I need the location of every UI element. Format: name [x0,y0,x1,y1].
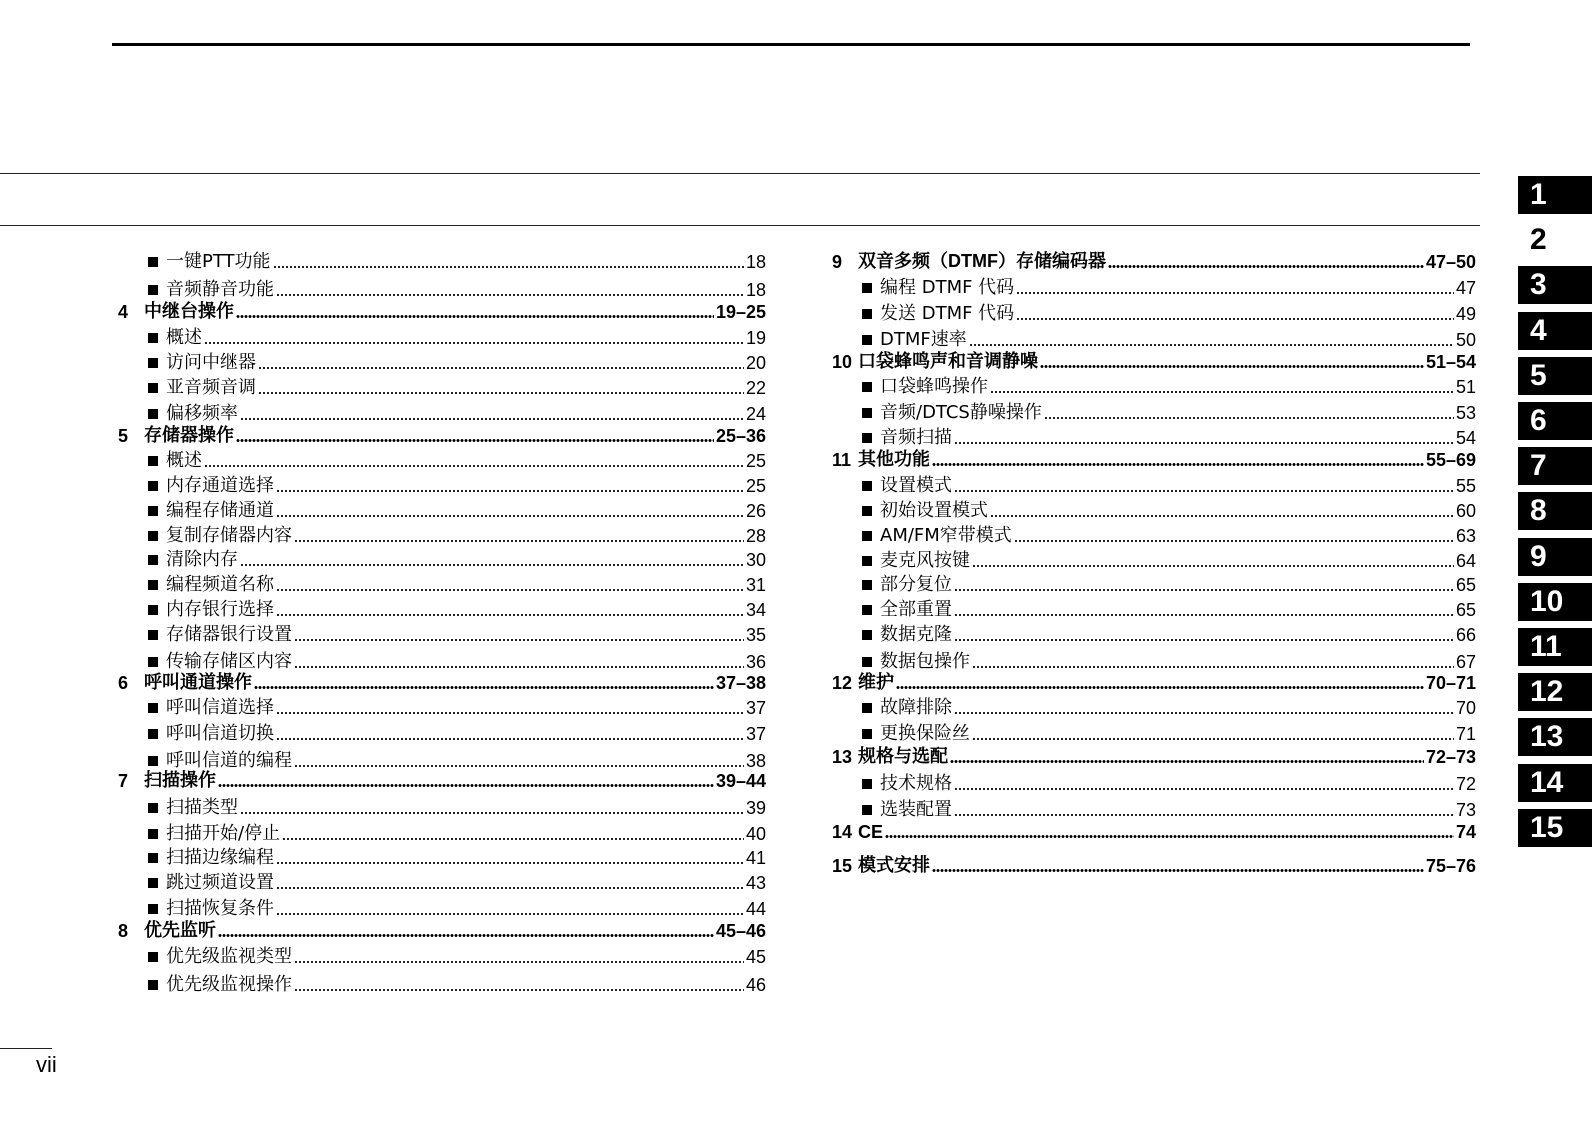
square-bullet-icon [862,630,872,640]
page-reference: 50 [1455,330,1476,350]
dot-leader [276,614,744,616]
section-title: 传输存储区内容 [166,651,292,672]
page-reference: 67 [1455,652,1476,672]
chapter-number: 7 [118,771,129,791]
dot-leader [204,342,744,344]
page-reference: 19 [745,328,766,348]
chapter-title: 呼叫通道操作 [144,672,252,692]
toc-section-entry [832,572,1476,596]
square-bullet-icon [862,580,872,590]
dot-leader [276,913,744,915]
toc-section-entry [118,249,766,273]
dot-leader [969,344,1454,346]
section-title: 概述 [166,450,202,471]
chapter-tab-6[interactable]: 6 [1518,402,1592,440]
chapter-number: 10 [832,352,853,372]
page-reference: 65 [1455,575,1476,595]
square-bullet-icon [148,904,158,914]
section-title: 音频静音功能 [166,279,274,300]
dot-leader [294,961,744,963]
section-title: AM/FM窄带模式 [880,525,1012,546]
page-reference: 65 [1455,600,1476,620]
dot-leader [240,812,744,814]
toc-section-entry [832,597,1476,621]
square-bullet-icon [862,805,872,815]
page-reference: 40 [745,824,766,844]
square-bullet-icon [862,433,872,443]
dot-leader [1016,318,1454,320]
toc-section-entry [118,944,766,968]
section-title: 优先级监视类型 [166,946,292,967]
dot-leader [294,639,744,641]
square-bullet-icon [862,335,872,345]
toc-section-entry [118,547,766,571]
page-reference: 49 [1455,304,1476,324]
toc-section-entry [832,473,1476,497]
dot-leader [294,666,744,668]
toc-chapter-entry [118,918,766,942]
toc-chapter-entry [832,447,1476,471]
square-bullet-icon [148,506,158,516]
toc-section-entry [118,622,766,646]
chapter-tab-15[interactable]: 15 [1518,809,1592,847]
section-title: 发送 DTMF 代码 [880,303,1015,324]
section-title: 设置模式 [880,475,952,496]
section-title: 初始设置模式 [880,500,988,521]
chapter-title: 双音多频（DTMF）存储编码器 [858,251,1106,271]
page-reference: 25–36 [715,426,766,446]
page-reference: 45 [745,947,766,967]
page-reference: 54 [1455,428,1476,448]
dot-leader [885,835,1454,838]
page-reference: 75–76 [1425,856,1476,876]
section-title: 部分复位 [880,574,952,595]
toc-section-entry [118,498,766,522]
toc-chapter-entry [832,744,1476,768]
section-title: 扫描类型 [166,797,238,818]
dot-leader [282,838,744,840]
page-reference: 35 [745,625,766,645]
chapter-title: 中继台操作 [144,301,234,321]
dot-leader [954,639,1454,641]
dot-leader [896,686,1424,689]
square-bullet-icon [148,409,158,419]
page-reference: 44 [745,899,766,919]
footer-rule [0,1048,52,1049]
page-reference: 70–71 [1425,673,1476,693]
toc-section-entry [832,275,1476,299]
page-reference: 55–69 [1425,450,1476,470]
section-title: 概述 [166,327,202,348]
toc-section-entry [832,695,1476,719]
chapter-tab-9[interactable]: 9 [1518,538,1592,576]
page-reference: 47 [1455,278,1476,298]
square-bullet-icon [148,756,158,766]
section-title: 数据包操作 [880,651,970,672]
toc-section-entry [118,448,766,472]
dot-leader [240,418,744,420]
page-reference: 18 [745,280,766,300]
chapter-title: 存储器操作 [144,425,234,445]
toc-section-entry [118,721,766,745]
section-title: 数据克隆 [880,624,952,645]
dot-leader [218,934,714,937]
section-band-top-rule [0,173,1480,174]
dot-leader [236,315,714,318]
dot-leader [990,515,1454,517]
section-title: 扫描开始/停止 [166,823,281,844]
toc-chapter-entry [118,768,766,792]
toc-section-entry [118,523,766,547]
page-reference: 72–73 [1425,747,1476,767]
chapter-tab-10[interactable]: 10 [1518,583,1592,621]
section-title: DTMF速率 [880,329,967,350]
section-title: 内存通道选择 [166,475,274,496]
page-reference: 20 [745,353,766,373]
page-reference: 66 [1455,625,1476,645]
section-title: 亚音频音调 [166,377,256,398]
square-bullet-icon [862,309,872,319]
chapter-number: 8 [118,921,129,941]
section-title: 偏移频率 [166,403,238,424]
page-reference: 39–44 [715,771,766,791]
chapter-number: 15 [832,856,853,876]
page-reference: 37 [745,698,766,718]
square-bullet-icon [148,383,158,393]
chapter-title: 扫描操作 [144,770,216,790]
section-title: 优先级监视操作 [166,974,292,995]
chapter-tab-4[interactable]: 4 [1518,312,1592,350]
square-bullet-icon [862,556,872,566]
square-bullet-icon [148,803,158,813]
square-bullet-icon [148,257,158,267]
chapter-tab-1[interactable]: 1 [1518,176,1592,214]
toc-section-entry [832,400,1476,424]
toc-section-entry [832,301,1476,325]
section-title: 编程 DTMF 代码 [880,277,1015,298]
section-title: 跳过频道设置 [166,872,274,893]
dot-leader [932,869,1424,872]
toc-section-entry [118,870,766,894]
chapter-tab-2[interactable]: 2 [1530,223,1547,257]
chapter-title: 规格与选配 [858,746,948,766]
chapter-title: CE [858,822,884,842]
toc-section-entry [118,597,766,621]
dot-leader [276,712,744,714]
dot-leader [972,565,1454,567]
page-reference: 37 [745,724,766,744]
dot-leader [950,760,1424,763]
dot-leader [1040,365,1424,368]
dot-leader [972,738,1454,740]
dot-leader [254,686,714,689]
section-title: 存储器银行设置 [166,624,292,645]
dot-leader [932,463,1424,466]
square-bullet-icon [862,779,872,789]
chapter-tab-14[interactable]: 14 [1518,764,1592,802]
page-reference: 72 [1455,774,1476,794]
chapter-tab-12[interactable]: 12 [1518,673,1592,711]
page-reference: 74 [1455,822,1476,842]
square-bullet-icon [148,657,158,667]
section-title: 编程存储通道 [166,500,274,521]
dot-leader [294,540,744,542]
square-bullet-icon [862,729,872,739]
section-title: 呼叫信道切换 [166,723,274,744]
dot-leader [954,490,1454,492]
chapter-tab-13[interactable]: 13 [1518,718,1592,756]
square-bullet-icon [148,358,158,368]
page-reference: 73 [1455,800,1476,820]
dot-leader [954,814,1454,816]
section-title: 编程频道名称 [166,574,274,595]
dot-leader [990,391,1454,393]
toc-section-entry [832,771,1476,795]
square-bullet-icon [862,657,872,667]
page-reference: 24 [745,404,766,424]
square-bullet-icon [148,829,158,839]
square-bullet-icon [148,580,158,590]
section-title: 清除内存 [166,549,238,570]
square-bullet-icon [148,481,158,491]
page-reference: 51–54 [1425,352,1476,372]
section-title: 复制存储器内容 [166,525,292,546]
dot-leader [954,788,1454,790]
page-reference: 36 [745,652,766,672]
square-bullet-icon [148,531,158,541]
page-reference: 37–38 [715,673,766,693]
chapter-number: 12 [832,673,853,693]
page-reference: 64 [1455,551,1476,571]
section-title: 扫描恢复条件 [166,898,274,919]
chapter-number: 13 [832,747,853,767]
page-reference: 38 [745,751,766,771]
page-reference: 19–25 [715,302,766,322]
page-reference: 71 [1455,724,1476,744]
toc-section-entry [118,845,766,869]
section-title: 故障排除 [880,697,952,718]
section-title: 扫描边缘编程 [166,847,274,868]
toc-section-entry [118,972,766,996]
section-title: 口袋蜂鸣操作 [880,376,988,397]
toc-section-entry [832,523,1476,547]
square-bullet-icon [148,853,158,863]
dot-leader [1014,540,1454,542]
dot-leader [240,564,744,566]
page-reference: 28 [745,526,766,546]
chapter-number: 4 [118,302,129,322]
square-bullet-icon [148,729,158,739]
dot-leader [972,666,1454,668]
square-bullet-icon [862,605,872,615]
section-title: 呼叫信道的编程 [166,750,292,771]
section-title: 选装配置 [880,799,952,820]
toc-section-entry [118,795,766,819]
square-bullet-icon [148,605,158,615]
toc-section-entry [118,695,766,719]
toc-section-entry [832,548,1476,572]
page-reference: 63 [1455,526,1476,546]
page-reference: 22 [745,378,766,398]
dot-leader [276,862,744,864]
square-bullet-icon [862,382,872,392]
toc-chapter-entry [118,670,766,694]
page-reference: 47–50 [1425,252,1476,272]
toc-section-entry [118,473,766,497]
dot-leader [954,589,1454,591]
section-title: 音频扫描 [880,427,952,448]
page-reference: 41 [745,848,766,868]
dot-leader [276,738,744,740]
header-rule [112,43,1470,46]
square-bullet-icon [148,630,158,640]
page-reference: 51 [1455,377,1476,397]
dot-leader [276,490,744,492]
toc-section-entry [118,821,766,845]
toc-section-entry [832,374,1476,398]
square-bullet-icon [148,555,158,565]
dot-leader [294,765,744,767]
page-reference: 39 [745,798,766,818]
dot-leader [954,614,1454,616]
page-reference: 30 [745,550,766,570]
page-reference: 46 [745,975,766,995]
dot-leader [258,367,744,369]
page-reference: 26 [745,501,766,521]
square-bullet-icon [148,333,158,343]
section-title: 内存银行选择 [166,599,274,620]
dot-leader [294,989,744,991]
dot-leader [258,392,744,394]
section-title: 一键PTT功能 [166,251,271,272]
dot-leader [204,465,744,467]
chapter-number: 5 [118,426,129,446]
toc-section-entry [832,498,1476,522]
dot-leader [276,515,744,517]
toc-section-entry [118,572,766,596]
toc-chapter-entry [118,423,766,447]
section-title: 访问中继器 [166,352,256,373]
section-title: 麦克风按键 [880,550,970,571]
chapter-tab-3[interactable]: 3 [1518,266,1592,304]
chapter-tab-5[interactable]: 5 [1518,357,1592,395]
page-reference: 55 [1455,476,1476,496]
square-bullet-icon [148,980,158,990]
chapter-tab-8[interactable]: 8 [1518,492,1592,530]
square-bullet-icon [862,283,872,293]
chapter-title: 模式安排 [858,855,930,875]
page-reference: 25 [745,476,766,496]
chapter-title: 口袋蜂鸣声和音调静噪 [858,351,1038,371]
page-reference: 34 [745,600,766,620]
section-title: 更换保险丝 [880,723,970,744]
dot-leader [1016,292,1454,294]
page-reference: 45–46 [715,921,766,941]
page-reference: 31 [745,575,766,595]
square-bullet-icon [862,531,872,541]
chapter-title: 维护 [858,672,894,692]
page-reference: 18 [745,252,766,272]
chapter-number: 14 [832,822,853,842]
dot-leader [276,589,744,591]
page-reference: 70 [1455,698,1476,718]
toc-section-entry [118,375,766,399]
square-bullet-icon [148,703,158,713]
toc-section-entry [118,325,766,349]
toc-chapter-entry [832,349,1476,373]
toc-section-entry [832,622,1476,646]
chapter-number: 11 [832,450,852,470]
dot-leader [218,784,714,787]
chapter-title: 优先监听 [144,920,216,940]
square-bullet-icon [862,408,872,418]
section-band-bottom-rule [0,225,1480,226]
section-title: 全部重置 [880,599,952,620]
toc-section-entry [832,797,1476,821]
toc-chapter-entry [832,819,1476,843]
section-title: 呼叫信道选择 [166,697,274,718]
toc-chapter-entry [832,670,1476,694]
square-bullet-icon [862,703,872,713]
page-number: vii [36,1052,57,1077]
dot-leader [1108,265,1424,268]
chapter-number: 9 [832,252,843,272]
square-bullet-icon [148,878,158,888]
page-reference: 53 [1455,403,1476,423]
toc-chapter-entry [832,853,1476,877]
section-title: 技术规格 [880,773,952,794]
chapter-number: 6 [118,673,129,693]
toc-chapter-entry [118,299,766,323]
page-reference: 60 [1455,501,1476,521]
dot-leader [1044,417,1454,419]
page-reference: 43 [745,873,766,893]
square-bullet-icon [148,456,158,466]
dot-leader [276,887,744,889]
chapter-tab-11[interactable]: 11 [1518,628,1592,666]
square-bullet-icon [862,506,872,516]
chapter-tab-7[interactable]: 7 [1518,447,1592,485]
section-title: 音频/DTCS静噪操作 [880,402,1042,423]
dot-leader [273,266,744,268]
dot-leader [276,294,744,296]
toc-chapter-entry [832,249,1476,273]
square-bullet-icon [148,952,158,962]
square-bullet-icon [148,285,158,295]
page-reference: 25 [745,451,766,471]
chapter-title: 其他功能 [858,449,930,469]
dot-leader [954,442,1454,444]
dot-leader [236,439,714,442]
dot-leader [954,712,1454,714]
square-bullet-icon [862,481,872,491]
toc-section-entry [118,350,766,374]
